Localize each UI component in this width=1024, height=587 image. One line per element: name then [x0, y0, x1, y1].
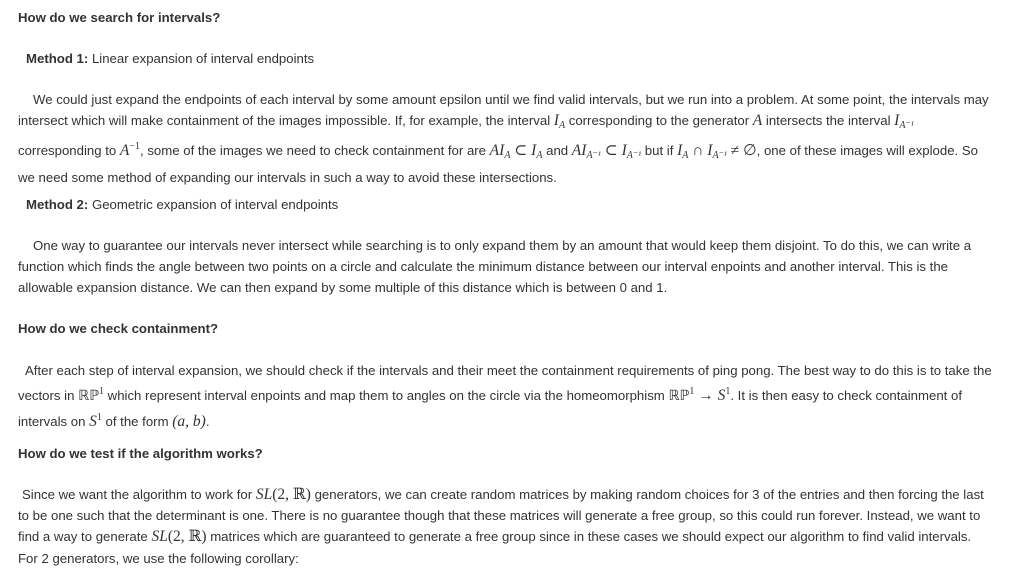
text-run: . It is then easy to check containment of intervals on [18, 388, 962, 430]
method-1-paragraph [18, 89, 993, 188]
text-run: corresponding to the generator [565, 113, 753, 129]
heading-search: How do we search for intervals? [18, 10, 221, 25]
method-1-name: Linear expansion of interval endpoints [91, 51, 315, 66]
text-run: After each step of interval expansion, we should check if the intervals and their meet the containment requirements of ping pong. The best way to do this is to take the vectors in [18, 363, 992, 404]
text-run: which represent interval enpoints and map them to angles on the circle via the homeomorphism [104, 388, 669, 404]
text-run: We could just expand the endpoints of each interval by some amount epsilon until we find valid intervals, but we run into a problem. At some point, the intervals may intersect which will make containment of the images impossible. If, for example, the interval [18, 92, 989, 129]
text-run: , one of these images will explode. So we need some method of expanding our intervals in such a way to avoid these intersections. [18, 143, 979, 185]
math-SL2R: SL(2, ℝ) [151, 528, 207, 546]
text-run: generators, we can create random matrices by making random choices for 3 of the entries and then forcing the last to be one such that the determinant is one. There is no guarantee though that these matrices will generate a free group, so this could run forever. Instead, we want to find a way to generate [18, 487, 984, 545]
method-1-title [26, 51, 314, 66]
text-run: intersects the interval [762, 113, 895, 129]
containment-paragraph [18, 360, 993, 433]
method-2-title [26, 197, 338, 212]
math-RP1: ℝℙ$^1$ [78, 386, 105, 405]
method-2-paragraph: One way to guarantee our intervals never intersect while searching is to only expand them by an amount that would keep them disjoint. To do this, we can write a function which finds the angle between two points on a circle and calculate the minimum distance between our interval enpoints and another interval. This is the allowable expansion distance. We can then expand by some multiple of this distance which is between 0 and 1. [18, 238, 972, 296]
text-run: Since we want the algorithm to work for [22, 487, 256, 502]
test-paragraph [18, 484, 993, 569]
math-I-A-inv: $I_{A^{-1}}$ [894, 112, 914, 132]
heading-containment: How do we check containment? [18, 321, 219, 336]
text-run: , some of the images we need to check containment for are [140, 143, 490, 159]
text-run: corresponding to [18, 143, 120, 159]
text-run: matrices which are guaranteed to generate a free group since in these cases we should expect our algorithm to find valid intervals. For 2 generators, we use the following corollary: [18, 529, 972, 566]
method-2-name: Geometric expansion of interval endpoints [91, 197, 339, 212]
math-RP1-to-S1: ℝℙ$^1$ → $S^1$ [668, 386, 731, 405]
heading-test: How do we test if the algorithm works? [18, 446, 263, 461]
math-AIA-subset-IA: $AI_A$ ⊂ $I_A$ [489, 142, 543, 162]
method-2-label: Method 2: [26, 197, 89, 212]
method-1-label: Method 1: [26, 51, 89, 66]
math-A-inverse: $A^{-1}$ [119, 141, 141, 160]
math-interval-ab: (a, b) [172, 413, 206, 431]
math-SL2R: SL(2, ℝ) [255, 486, 311, 503]
math-A: A [752, 112, 763, 130]
math-I-A: $I_A$ [553, 112, 566, 132]
text-run: and [542, 143, 572, 159]
math-S1: $S^1$ [89, 412, 102, 431]
text-run: of the form [101, 414, 173, 430]
math-AIAinv-subset-IAinv: $AI_{A^{-1}}$ ⊂ $I_{A^{-1}}$ [571, 142, 642, 162]
text-run: . [205, 414, 210, 430]
math-intersection-nonempty: $I_A$ ∩ $I_{A^{-1}}$ ≠ ∅ [677, 142, 757, 162]
text-run: but if [641, 143, 678, 159]
